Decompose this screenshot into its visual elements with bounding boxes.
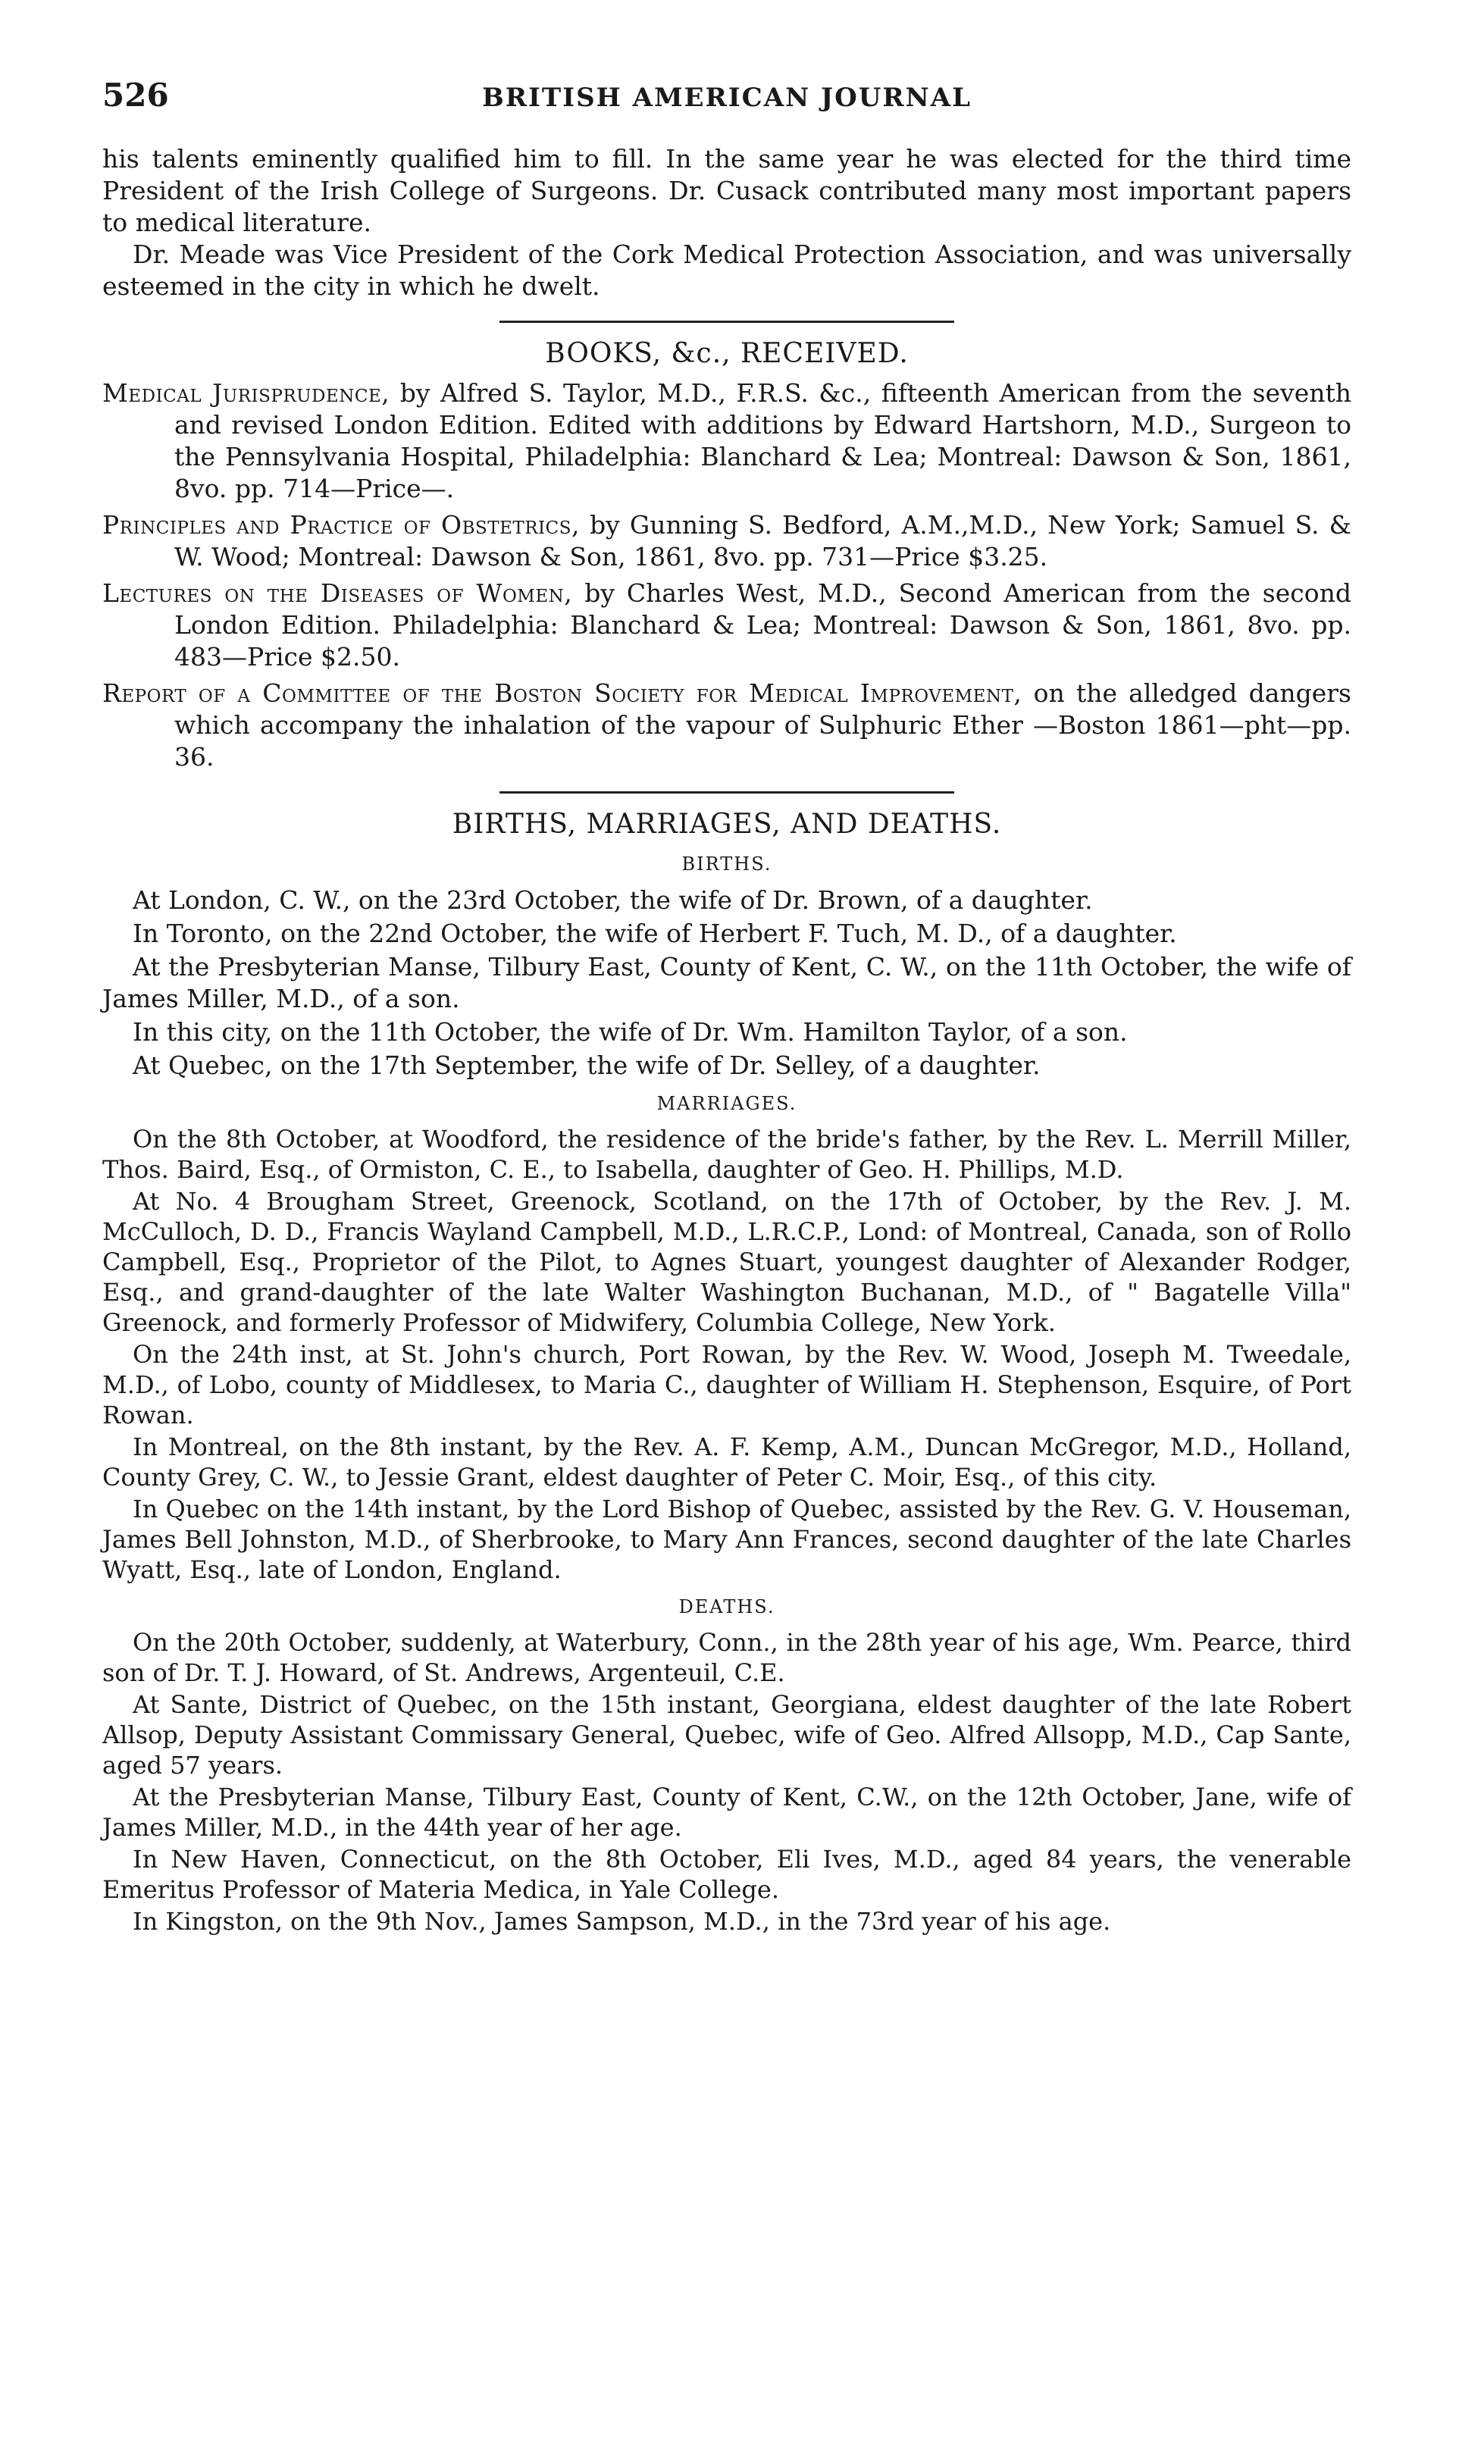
deaths-heading: DEATHS. (678, 1596, 775, 1617)
birth-notice: In this city, on the 11th October, the wife of Dr. Wm. Hamilton Taylor, of a son. (133, 1017, 1128, 1047)
births-heading: BIRTHS. (681, 853, 772, 875)
marriage-notice: In Quebec on the 14th instant, by the Lord Bishop of Quebec, assisted by the Rev. G. V. Houseman, James Bell Johnston, M.D., of Sherbrooke, to Mary Ann Frances, second daughter of the late Charles Wyatt, Esq., late of London, England. (102, 1495, 1351, 1584)
section-divider (499, 791, 954, 794)
book-entry (102, 509, 1351, 573)
death-notice: On the 20th October, suddenly, at Waterbury, Conn., in the 28th year of his age, Wm. Pearce, third son of Dr. T. J. Howard, of St. Andrews, Argenteuil, C.E. (102, 1628, 1351, 1687)
books-section (102, 338, 1351, 773)
death-notice: In Kingston, on the 9th Nov., James Sampson, M.D., in the 73rd year of his age. (133, 1907, 1111, 1936)
intro-paragraph: Dr. Meade was Vice President of the Cork Medical Protection Association, and was universally esteemed in the city in which he dwelt. (102, 240, 1351, 301)
book-entry (102, 678, 1351, 773)
marriage-notice: On the 24th inst, at St. John's church, Port Rowan, by the Rev. W. Wood, Joseph M. Tweedale, M.D., of Lobo, county of Middlesex, to Maria C., daughter of William H. Stephenson, Esquire, of Port Rowan. (102, 1340, 1351, 1429)
birth-notice: In Toronto, on the 22nd October, the wife of Herbert F. Tuch, M. D., of a daughter. (133, 919, 1177, 948)
intro-section (102, 143, 1351, 302)
marriage-notice: On the 8th October, at Woodford, the residence of the bride's father, by the Rev. L. Merrill Miller, Thos. Baird, Esq., of Ormiston, C. E., to Isabella, daughter of Geo. H. Phillips, M.D. (102, 1125, 1351, 1184)
death-notice: In New Haven, Connecticut, on the 8th October, Eli Ives, M.D., aged 84 years, the venerable Emeritus Professor of Materia Medica, in Yale College. (102, 1845, 1351, 1904)
page-number: 526 (102, 77, 169, 114)
book-entry (102, 377, 1351, 505)
book-title: Principles and Practice of Obstetrics, (102, 510, 580, 540)
book-details: by Charles West, M.D., Second American from the second London Edition. Philadelphia: Blanchard & Lea; Montreal: Dawson & Son, 1861, 8vo. pp. 483—Price $2.50. (174, 578, 1351, 672)
bmd-heading: BIRTHS, MARRIAGES, AND DEATHS. (452, 809, 1002, 840)
birth-notice: At the Presbyterian Manse, Tilbury East, County of Kent, C. W., on the 11th October, the wife of James Miller, M.D., of a son. (102, 952, 1351, 1013)
book-title: Report of a Committee of the Boston Society for Medical Improvement, (102, 678, 1022, 708)
birth-notice: At London, C. W., on the 23rd October, the wife of Dr. Brown, of a daughter. (133, 885, 1093, 915)
books-heading: BOOKS, &c., RECEIVED. (545, 338, 909, 369)
death-notice: At Sante, District of Quebec, on the 15th instant, Georgiana, eldest daughter of the late Robert Allsop, Deputy Assistant Commissary General, Quebec, wife of Geo. Alfred Allsopp, M.D., Cap Sante, aged 57 years. (102, 1690, 1351, 1780)
bmd-section (102, 809, 1351, 1936)
birth-notice: At Quebec, on the 17th September, the wife of Dr. Selley, of a daughter. (133, 1050, 1041, 1080)
book-title: Medical Jurisprudence, (102, 378, 390, 408)
journal-title: BRITISH AMERICAN JOURNAL (481, 83, 972, 113)
death-notice: At the Presbyterian Manse, Tilbury East, County of Kent, C.W., on the 12th October, Jane, wife of James Miller, M.D., in the 44th year of her age. (102, 1783, 1351, 1842)
book-details: by Gunning S. Bedford, A.M.,M.D., New York; Samuel S. & W. Wood; Montreal: Dawson & Son, 1861, 8vo. pp. 731—Price $3.25. (174, 510, 1351, 571)
marriage-notice: At No. 4 Brougham Street, Greenock, Scotland, on the 17th of October, by the Rev. J. M. McCulloch, D. D., Francis Wayland Campbell, M.D., L.R.C.P., Lond: of Montreal, Canada, son of Rollo Campbell, Esq., Proprietor of the Pilot, to Agnes Stuart, youngest daughter of Alexander Rodger, Esq., and grand-daughter of the late Walter Washington Buchanan, M.D., of " Bagatelle Villa" Greenock, and formerly Professor of Midwifery, Columbia College, New York. (102, 1187, 1351, 1337)
section-divider (499, 321, 954, 323)
marriages-heading: MARRIAGES. (656, 1093, 797, 1114)
marriage-notice: In Montreal, on the 8th instant, by the Rev. A. F. Kemp, A.M., Duncan McGregor, M.D., Holland, County Grey, C. W., to Jessie Grant, eldest daughter of Peter C. Moir, Esq., of this city. (102, 1432, 1351, 1492)
book-details: by Alfred S. Taylor, M.D., F.R.S. &c., fifteenth American from the seventh and revised London Edition. Edited with additions by Edward Hartshorn, M.D., Surgeon to the Pennsylvania Hospital, Philadelphia: Blanchard & Lea; Montreal: Dawson & Son, 1861, 8vo. pp. 714—Price—. (174, 378, 1351, 503)
book-entry (102, 578, 1351, 673)
intro-paragraph: his talents eminently qualified him to fill. In the same year he was elected for the third time President of the Irish College of Surgeons. Dr. Cusack contributed many most important papers to medical literature. (102, 144, 1351, 237)
book-details: on the alledged dangers which accompany the inhalation of the vapour of Sulphuric Ether —Boston 1861—pht—pp. 36. (174, 678, 1351, 772)
page-header (102, 77, 1351, 125)
book-title: Lectures on the Diseases of Women, (102, 578, 573, 608)
